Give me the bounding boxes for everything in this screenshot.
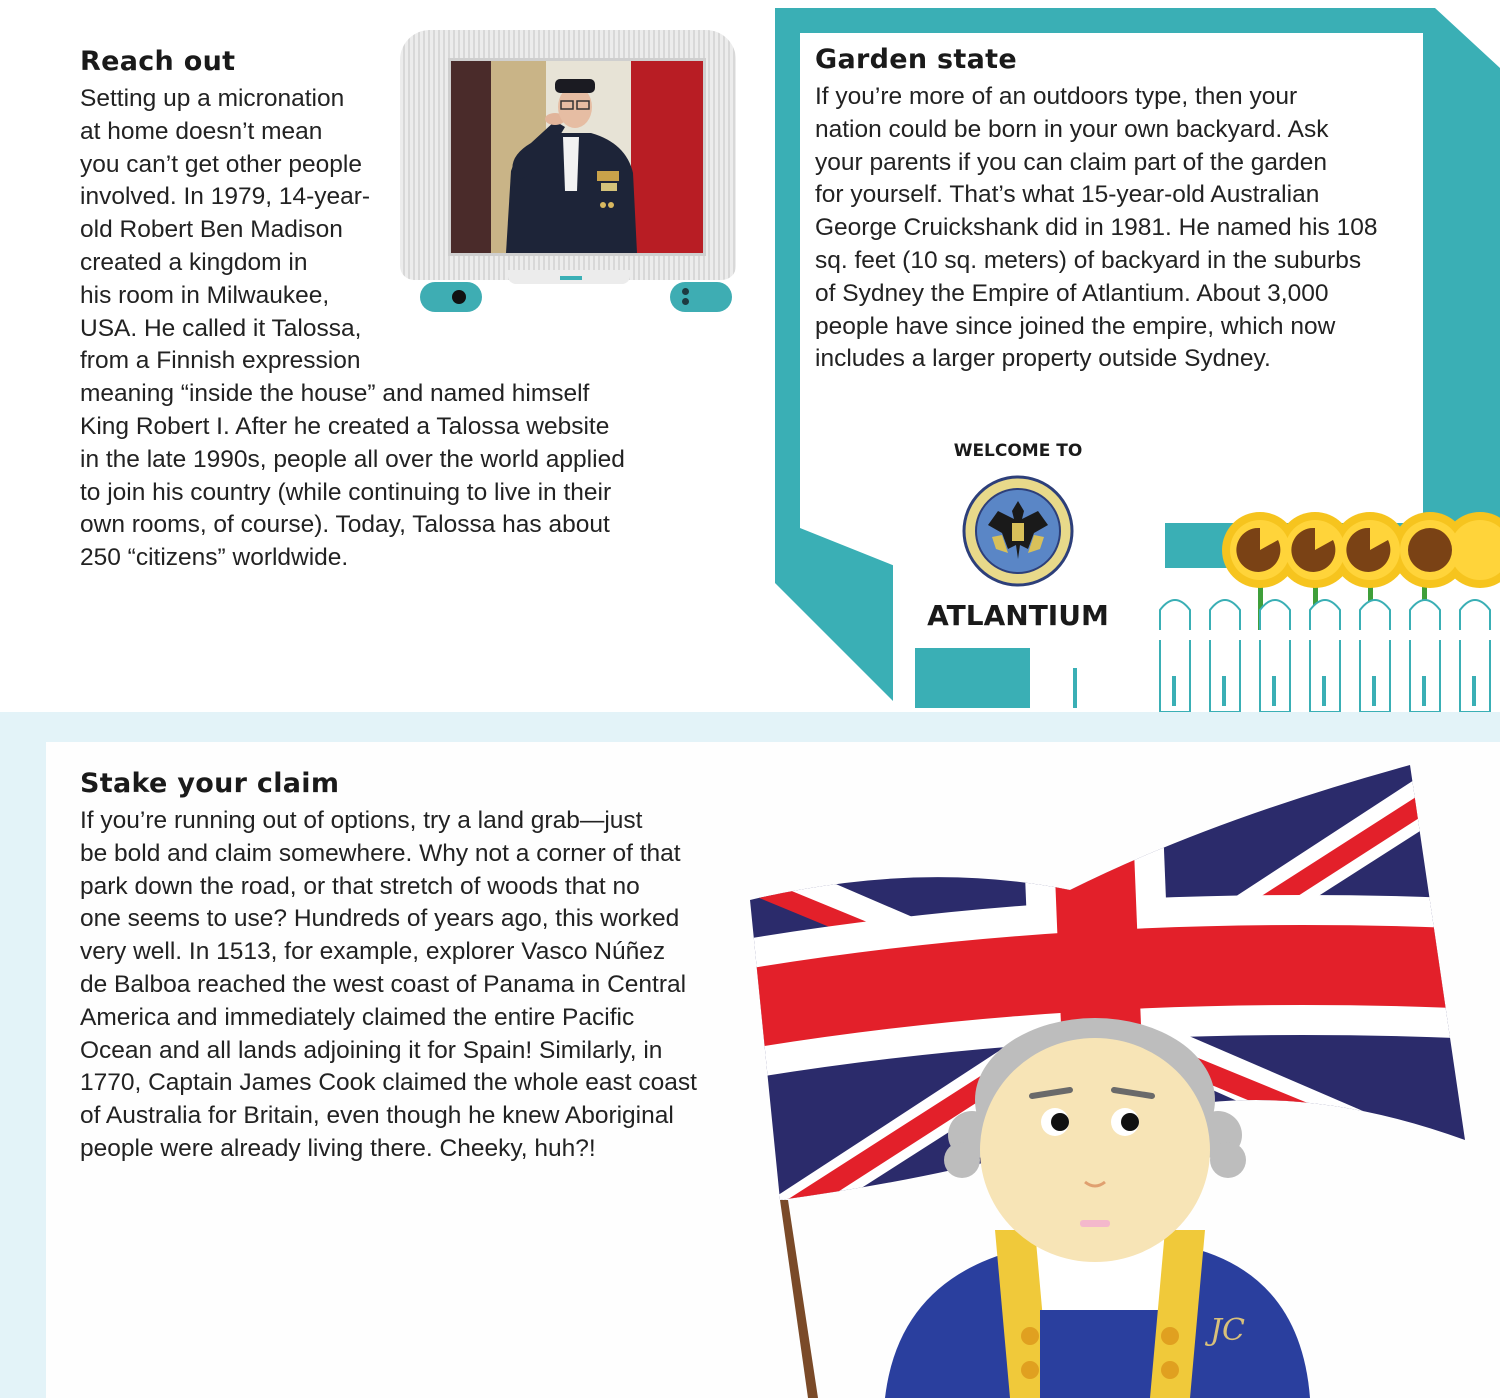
saluting-man-photo xyxy=(451,61,703,253)
union-flag-captain-cook-illustration xyxy=(740,750,1500,1398)
reach-out-line: in the late 1990s, people all over the world applied xyxy=(80,445,625,473)
reach-out-line: at home doesn’t mean xyxy=(80,117,323,145)
stake-claim-line: America and immediately claimed the entire Pacific xyxy=(80,1003,635,1031)
reach-out-line: Setting up a micronation xyxy=(80,85,345,112)
stake-claim-line: Ocean and all lands adjoining it for Spain! Similarly, in xyxy=(80,1036,663,1064)
reach-out-line: you can’t get other people xyxy=(80,150,362,178)
speaker-right-icon xyxy=(670,282,732,312)
speaker-left-icon xyxy=(420,282,482,312)
stake-claim-section xyxy=(80,768,740,1166)
stake-claim-heading: Stake your claim xyxy=(80,768,340,799)
reach-out-line: 250 “citizens” worldwide. xyxy=(80,544,349,572)
stake-claim-line: 1770, Captain James Cook claimed the whole east coast xyxy=(80,1069,697,1097)
garden-state-line: If you’re more of an outdoors type, then your xyxy=(815,83,1298,110)
reach-out-line: involved. In 1979, 14-year- xyxy=(80,183,371,211)
monitor-screen-photo xyxy=(448,58,706,256)
atlantium-welcome-sign xyxy=(893,423,1143,643)
garden-state-line: includes a larger property outside Sydney. xyxy=(815,345,1271,373)
stake-claim-body xyxy=(80,805,740,1166)
computer-monitor-illustration xyxy=(400,30,736,320)
reach-out-line: USA. He called it Talossa, xyxy=(80,314,362,342)
reach-out-line: own rooms, of course). Today, Talossa has about xyxy=(80,511,610,539)
garden-state-line: sq. feet (10 sq. meters) of backyard in the suburbs xyxy=(815,246,1362,274)
cook-monogram: JC xyxy=(1210,1313,1245,1348)
stake-claim-line: very well. In 1513, for example, explorer Vasco Núñez xyxy=(80,938,666,966)
garden-state-body xyxy=(815,81,1405,376)
stake-claim-line: one seems to use? Hundreds of years ago, this worked xyxy=(80,905,680,933)
garden-state-line: your parents if you can claim part of the garden xyxy=(815,148,1328,176)
stake-claim-line: be bold and claim somewhere. Why not a corner of that xyxy=(80,839,681,867)
stake-claim-line: de Balboa reached the west coast of Panama in Central xyxy=(80,970,687,998)
reach-out-line: meaning “inside the house” and named himself xyxy=(80,380,590,408)
reach-out-line: his room in Milwaukee, xyxy=(80,281,330,309)
reach-out-line: King Robert I. After he created a Talossa website xyxy=(80,412,610,440)
garden-state-section xyxy=(815,44,1405,376)
atlantium-emblem-icon xyxy=(962,475,1074,587)
fence-post xyxy=(1073,668,1077,708)
reach-out-line: old Robert Ben Madison xyxy=(80,216,343,244)
atlantium-sign-name: ATLANTIUM xyxy=(927,599,1109,632)
garden-state-line: for yourself. That’s what 15-year-old Australian xyxy=(815,181,1320,209)
reach-out-line: to join his country (while continuing to live in their xyxy=(80,478,612,506)
stake-claim-line: If you’re running out of options, try a land grab—just xyxy=(80,807,643,834)
welcome-sign-title: WELCOME TO xyxy=(953,441,1083,461)
reach-out-line: created a kingdom in xyxy=(80,248,308,276)
reach-out-heading: Reach out xyxy=(80,46,236,77)
garden-state-line: nation could be born in your own backyard. Ask xyxy=(815,115,1329,143)
reach-out-line: from a Finnish expression xyxy=(80,347,361,375)
garden-state-line: people have since joined the empire, which now xyxy=(815,312,1336,340)
garden-state-heading: Garden state xyxy=(815,44,1017,75)
monitor-power-light xyxy=(560,276,582,280)
fence-sunflowers-illustration xyxy=(1150,480,1500,712)
garden-state-line: of Sydney the Empire of Atlantium. About 3,000 xyxy=(815,279,1329,307)
garden-state-line: George Cruickshank did in 1981. He named his 108 xyxy=(815,214,1378,242)
stake-claim-line: park down the road, or that stretch of woods that no xyxy=(80,872,640,900)
stake-claim-line: people were already living there. Cheeky, huh?! xyxy=(80,1134,596,1162)
stake-claim-line: of Australia for Britain, even though he knew Aboriginal xyxy=(80,1102,674,1130)
